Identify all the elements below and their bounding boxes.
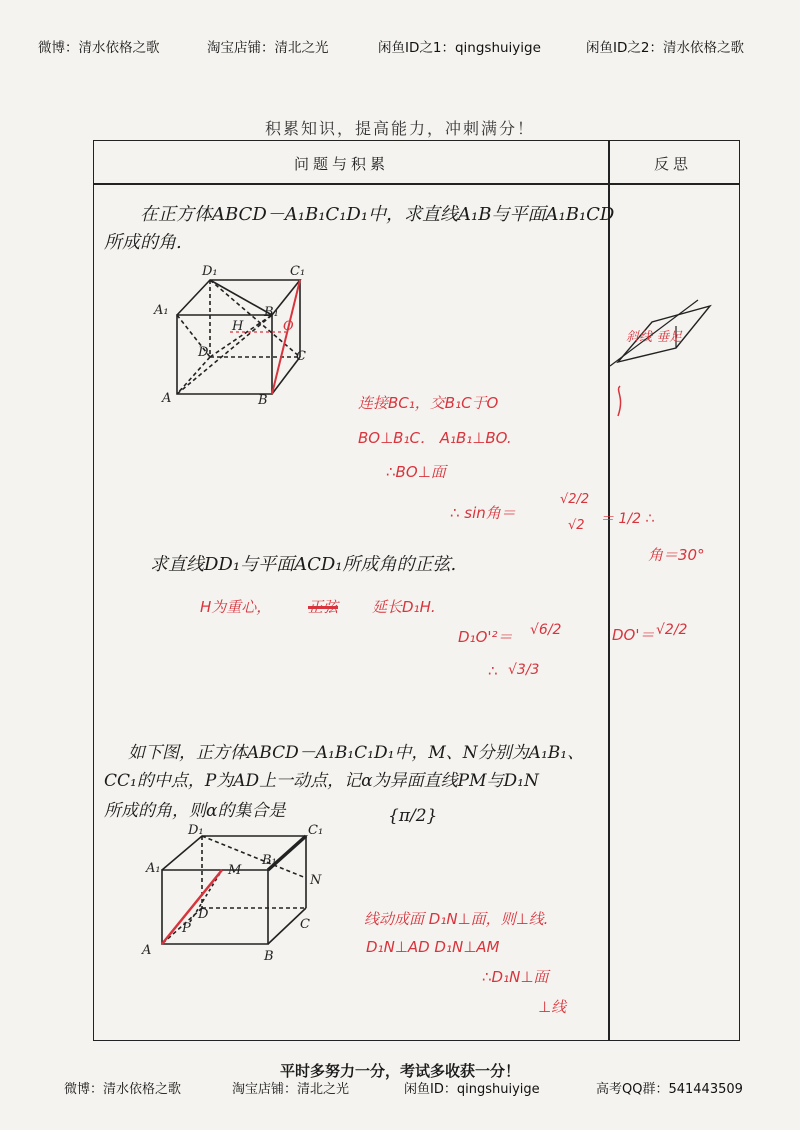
p3-red-line1: 线动成面 D₁N⊥面，则⊥线. — [364, 910, 549, 928]
p3-red-line2: D₁N⊥AD D₁N⊥AM — [366, 938, 500, 956]
fig2-label-D1: D₁ — [188, 823, 204, 838]
p2-red-line3: D₁O'²＝ — [458, 628, 513, 646]
problem3-line2: CC₁的中点，P为AD上一动点，记α为异面直线PM与D₁N — [104, 771, 539, 791]
column-divider — [608, 141, 610, 1040]
fig1-label-A1: A₁ — [154, 303, 169, 318]
p2-red-struck: 正弦 — [308, 598, 339, 616]
p1-red-line3: ∴BO⊥面 — [386, 463, 446, 481]
p3-red-line3: ∴D₁N⊥面 — [482, 968, 549, 986]
p1-red-frac-den: √2 — [568, 518, 585, 533]
problem1-line2: 所成的角. — [104, 232, 182, 253]
fig2-label-C1: C₁ — [308, 823, 324, 838]
fig2-label-P: P — [182, 921, 191, 936]
fig1-label-B1: B₁ — [264, 305, 279, 320]
column-header-side: 反思 — [654, 155, 693, 173]
footer-xianyu: 闲鱼ID：qingshuiyige — [404, 1082, 540, 1097]
problem3-line1: 如下图，正方体ABCD－A₁B₁C₁D₁中，M、N分别为A₁B₁、 — [128, 743, 585, 763]
fig1-label-D1: D₁ — [202, 264, 218, 279]
column-header-main: 问题与积累 — [294, 155, 390, 173]
footer-qq: 高考QQ群：541443509 — [596, 1082, 743, 1097]
side-sketch — [600, 296, 740, 426]
p2-red-line4: ∴ — [488, 662, 498, 680]
fig1-label-B: B — [258, 393, 268, 408]
fig1-label-C: C — [296, 349, 306, 364]
p2-red-val4: √3/3 — [508, 662, 540, 678]
fig1-label-A: A — [162, 391, 172, 406]
header-weibo: 微博：清水依格之歌 — [38, 40, 160, 56]
header-taobao: 淘宝店铺：清北之光 — [207, 40, 329, 56]
fig2-label-N: N — [310, 873, 322, 888]
p3-red-line4: ⊥线 — [538, 998, 567, 1016]
figure2-cube — [140, 823, 330, 966]
problem3-answer: {π/2} — [388, 806, 438, 826]
p2-red-line1: H为重心， — [200, 598, 272, 616]
fig2-label-B1: B₁ — [262, 853, 277, 868]
p1-red-line2: BO⊥B₁C． A₁B₁⊥BO. — [358, 429, 512, 447]
fig2-label-M: M — [228, 863, 242, 878]
figure1-cube — [150, 262, 320, 412]
p1-red-angle: 角＝30° — [648, 546, 705, 564]
side-note: 斜线 垂足 — [626, 330, 683, 345]
p2-red-val5: √2/2 — [656, 622, 688, 638]
problem1-line1: 在正方体ABCD－A₁B₁C₁D₁中，求直线A₁B与平面A₁B₁CD — [140, 204, 615, 225]
p1-red-eq: ＝ 1/2 ∴ — [600, 511, 655, 527]
page-header — [0, 36, 800, 60]
fig1-label-H: H — [232, 319, 244, 334]
header-xianyu1: 闲鱼ID之1：qingshuiyige — [378, 40, 541, 56]
p1-red-frac-num: √2/2 — [560, 492, 590, 507]
fig1-label-O: O — [283, 319, 294, 334]
cube2-front-face — [162, 870, 268, 944]
motto: 积累知识，提高能力，冲刺满分！ — [264, 119, 535, 138]
problem3-line3: 所成的角，则α的集合是 — [104, 801, 286, 821]
fig1-label-D: D — [198, 345, 209, 360]
p2-red-line2: 延长D₁H. — [372, 598, 436, 616]
footer-weibo: 微博：清水依格之歌 — [64, 1082, 182, 1097]
fig2-label-A1: A₁ — [146, 861, 161, 876]
fig2-label-C: C — [300, 917, 310, 932]
fig1-label-C1: C₁ — [290, 264, 306, 279]
p2-red-val3: √6/2 — [530, 622, 562, 638]
fig2-label-D: D — [198, 907, 209, 922]
footer-taobao: 淘宝店铺：清北之光 — [232, 1082, 350, 1097]
page-footer — [0, 1078, 800, 1098]
footer-slogan: 平时多努力一分，考试多收获一分！ — [279, 1062, 520, 1080]
cube1-top-edges — [177, 280, 300, 315]
p1-red-line4: ∴ sin角＝ — [450, 504, 516, 522]
p1-red-line1: 连接BC₁，交B₁C于O — [358, 394, 499, 412]
fig2-label-A: A — [142, 943, 152, 958]
problem2-line1: 求直线DD₁与平面ACD₁所成角的正弦. — [150, 554, 457, 575]
p2-red-line5: DO'＝ — [612, 626, 655, 644]
header-divider — [94, 183, 739, 185]
header-xianyu2: 闲鱼ID之2：清水依格之歌 — [586, 40, 744, 56]
fig2-label-B: B — [264, 949, 274, 964]
